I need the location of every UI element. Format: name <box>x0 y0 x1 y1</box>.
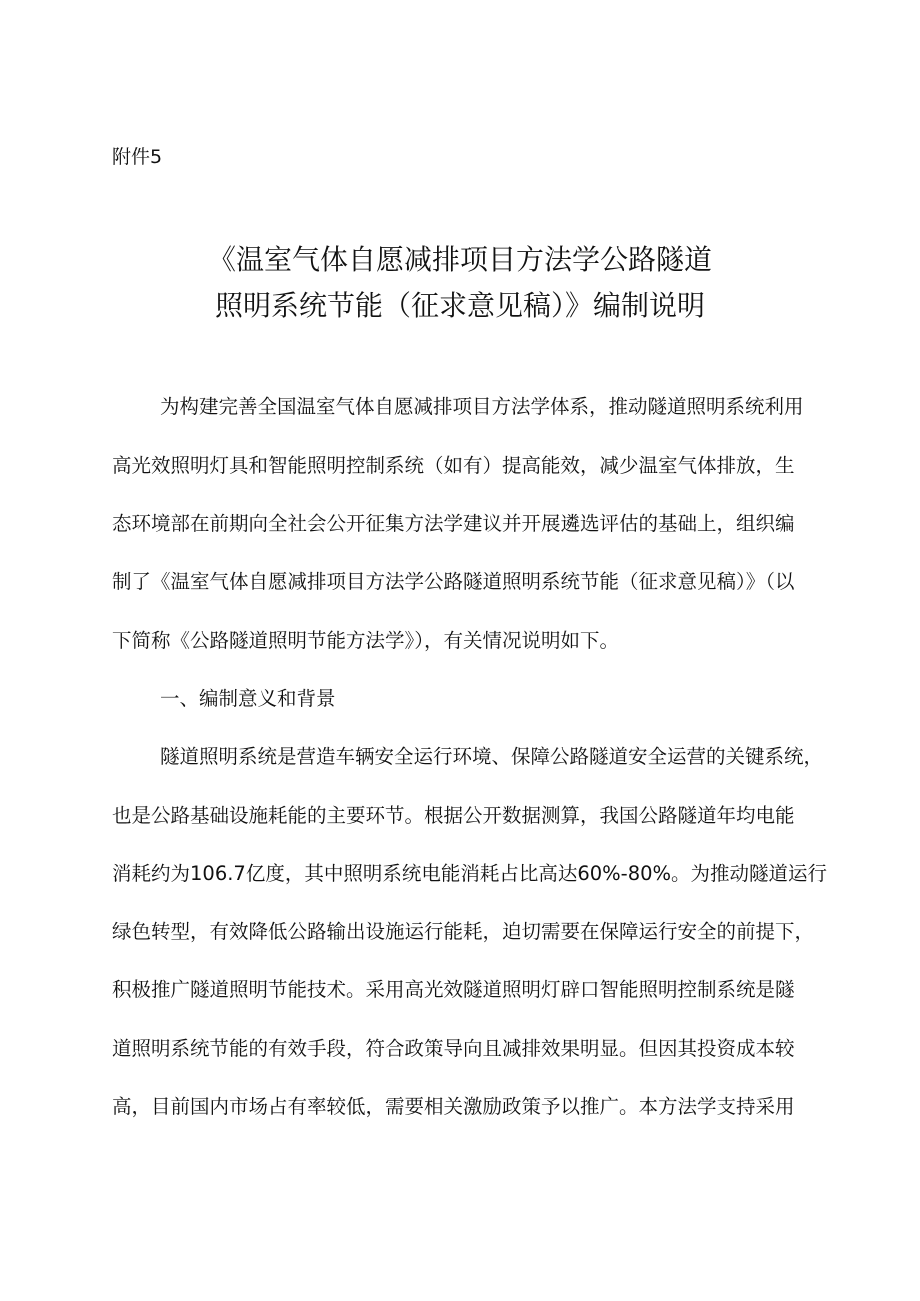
body-line-2: 高光效照明灯具和智能照明控制系统（如有）提高能效，减少温室气体排放，生 <box>112 454 795 477</box>
body-line-13: 高，目前国内市场占有率较低，需要相关激励政策予以推广。本方法学支持采用 <box>112 1095 795 1118</box>
body-line-3: 态环境部在前期向全社会公开征集方法学建议并开展遴选评估的基础上，组织编 <box>112 512 795 535</box>
body-line-5: 下简称《公路隧道照明节能方法学》），有关情况说明如下。 <box>112 629 620 652</box>
document-title-line-2: 照明系统节能（征求意见稿）》编制说明 <box>214 289 705 322</box>
document-title-line-1: 《温室气体自愿减排项目方法学公路隧道 <box>207 243 712 276</box>
body-line-4: 制了《温室气体自愿减排项目方法学公路隧道照明系统节能（征求意见稿）》（以 <box>112 570 795 593</box>
body-line-12: 道照明系统节能的有效手段，符合政策导向且减排效果明显。但因其投资成本较 <box>112 1037 795 1060</box>
section-heading-1: 一、编制意义和背景 <box>160 687 336 710</box>
attachment-label: 附件5 <box>112 146 163 168</box>
body-line-7: 隧道照明系统是营造车辆安全运行环境、保障公路隧道安全运营的关键系统， <box>160 745 824 768</box>
body-line-10: 绿色转型，有效降低公路输出设施运行能耗，迫切需要在保障运行安全的前提下， <box>112 920 815 943</box>
body-line-9: 消耗约为106.7亿度，其中照明系统电能消耗占比高达60%-80%。为推动隧道运行 <box>112 862 828 885</box>
body-line-1: 为构建完善全国温室气体自愿减排项目方法学体系，推动隧道照明系统利用 <box>160 395 804 418</box>
body-line-8: 也是公路基础设施耗能的主要环节。根据公开数据测算，我国公路隧道年均电能 <box>112 804 795 827</box>
body-line-11: 积极推广隧道照明节能技术。采用高光效隧道照明灯辟口智能照明控制系统是隧 <box>112 978 795 1001</box>
